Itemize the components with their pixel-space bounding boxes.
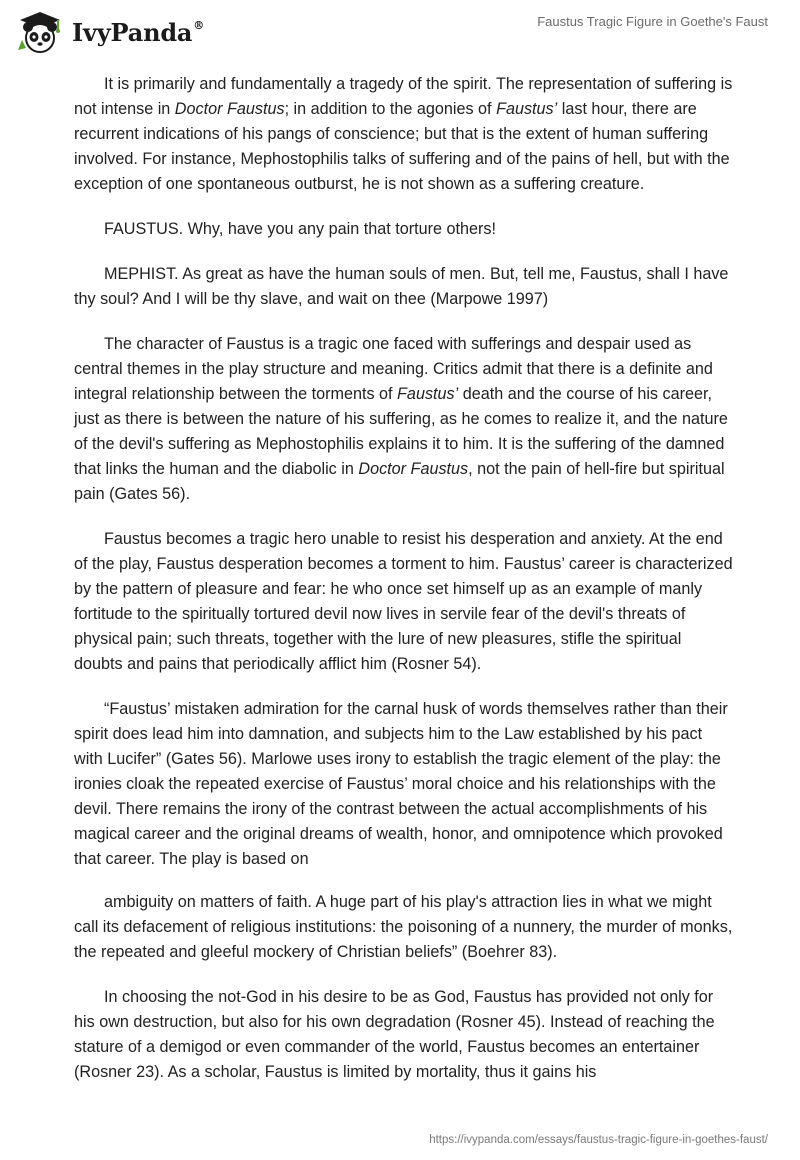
brand-logo-link[interactable]: [14, 8, 204, 56]
source-url-link[interactable]: https://ivypanda.com/essays/faustus-tragic-figure-in-goethes-faust/: [429, 1134, 768, 1146]
paragraph-2: FAUSTUS. Why, have you any pain that torture others!: [104, 220, 496, 238]
panda-graduate-logo-icon: [14, 10, 66, 54]
paragraph-7: ambiguity on matters of faith. A huge part of his play's attraction lies in what we might call its defacement of religious institutions: the poisoning of a nunnery, the murder of monks, the repeated and gleeful mockery of Christian beliefs” (Boehrer 83).: [74, 893, 733, 961]
page-header: [0, 0, 800, 70]
essay-body: [74, 72, 734, 1105]
brand-name: IvyPanda®: [72, 17, 205, 47]
paragraph-8: In choosing the not-God in his desire to be as God, Faustus has provided not only for his own destruction, but also for his own degradation (Rosner 45). Instead of reaching the stature of a demigod or even commander of the world, Faustus becomes an entertainer (Rosner 23). As a scholar, Faustus is limited by mortality, thus it gains his: [74, 988, 715, 1081]
document-title: Faustus Tragic Figure in Goethe's Faust: [537, 14, 768, 29]
paragraph-3: MEPHIST. As great as have the human souls of men. But, tell me, Faustus, shall I have thy soul? And I will be thy slave, and wait on thee (Marpowe 1997): [74, 265, 729, 308]
paragraph-6: “Faustus’ mistaken admiration for the carnal husk of words themselves rather than their spirit does lead him into damnation, and subjects him to the Law established by his pact with Lucifer” (Gates 56). Marlowe uses irony to establish the tragic element of the play: the ironies cloak the repeated exercise of Faustus’ moral choice and his relationships with the devil. There remains the irony of the contrast between the actual accomplishments of his magical career and the original dreams of wealth, honor, and omnipotence which provoked that career. The play is based on: [74, 700, 728, 868]
paragraph-1: It is primarily and fundamentally a tragedy of the spirit. The representation of suffering is not intense in Doctor Faustus; in addition to the agonies of Faustus’ last hour, there are recurrent indications of his pangs of conscience; but that is the extent of human suffering involved. For instance, Mephostophilis talks of suffering and of the pains of hell, but with the exception of one spontaneous outburst, he is not shown as a suffering creature.: [74, 75, 733, 193]
paragraph-4: The character of Faustus is a tragic one faced with sufferings and despair used as central themes in the play structure and meaning. Critics admit that there is a definite and integral relationship between the torments of Faustus’ death and the course of his career, just as there is between the nature of his suffering, as he comes to realize it, and the nature of the devil's suffering as Mephostophilis explains it to him. It is the suffering of the damned that links the human and the diabolic in Doctor Faustus, not the pain of hell-fire but spiritual pain (Gates 56).: [74, 335, 728, 503]
paragraph-5: Faustus becomes a tragic hero unable to resist his desperation and anxiety. At the end of the play, Faustus desperation becomes a torment to him. Faustus’ career is characterized by the pattern of pleasure and fear: he who once set himself up as an example of manly fortitude to the spiritually tortured devil now lives in servile fear of the devil's threats of physical pain; such threats, together with the lure of new pleasures, stifle the spiritual doubts and pains that periodically afflict him (Rosner 54).: [74, 530, 733, 673]
